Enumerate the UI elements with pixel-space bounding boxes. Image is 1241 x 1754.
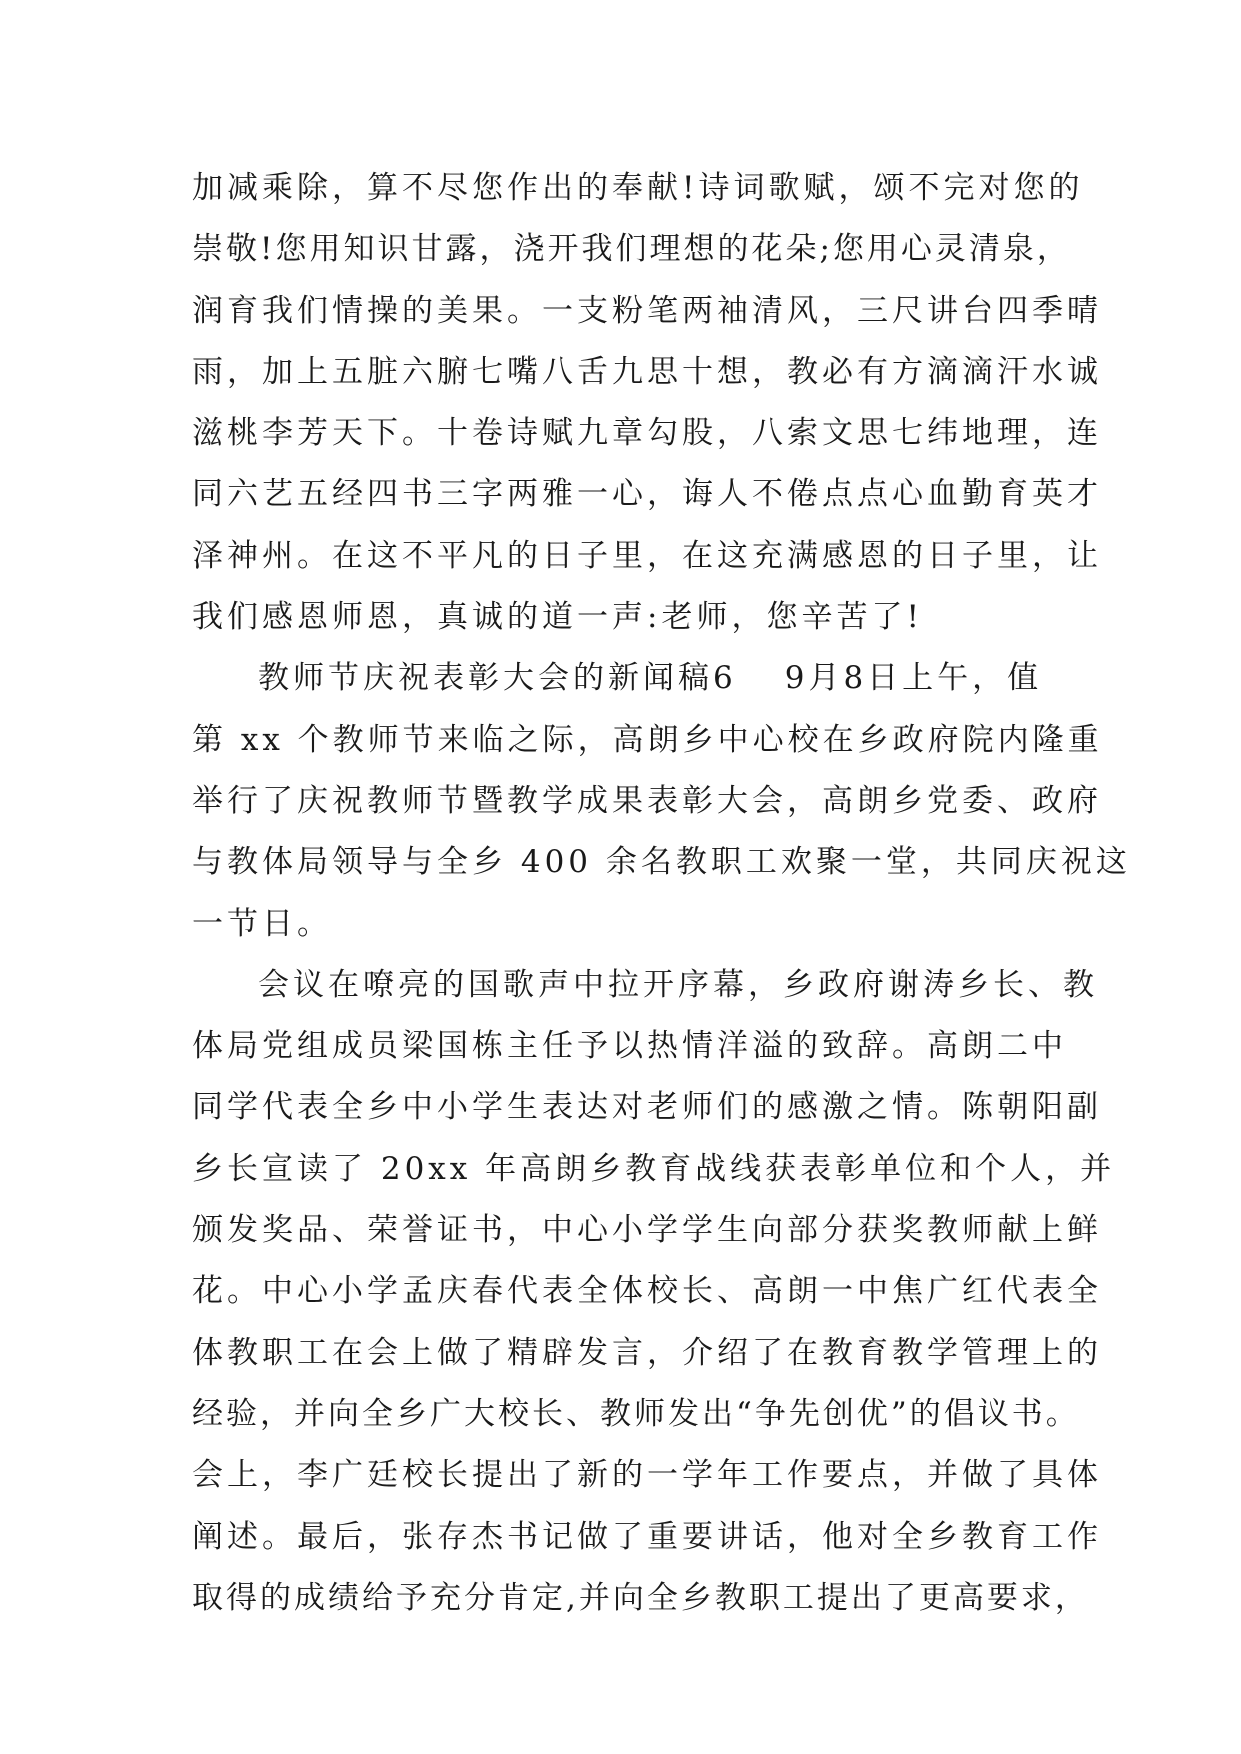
article-title: 教师节庆祝表彰大会的新闻稿6 — [258, 660, 737, 697]
text-line: 阐述。最后，张存杰书记做了重要讲话，他对全乡教育工作 — [192, 1518, 1102, 1555]
text-line: 体教职工在会上做了精辟发言，介绍了在教育教学管理上的 — [192, 1334, 1102, 1371]
text-line: 滋桃李芳天下。十卷诗赋九章勾股，八索文思七纬地理，连 — [192, 415, 1102, 452]
article-dateline: 9月8日上午，值 — [784, 660, 1043, 697]
text-line: 经验，并向全乡广大校长、教师发出“争先创优”的倡议书。 — [192, 1395, 1080, 1432]
text-line: 乡长宣读了 20xx 年高朗乡教育战线获表彰单位和个人，并 — [192, 1150, 1116, 1187]
text-line: 会上，李广廷校长提出了新的一学年工作要点，并做了具体 — [192, 1457, 1102, 1494]
text-line: 第 xx 个教师节来临之际，高朗乡中心校在乡政府院内隆重 — [192, 721, 1103, 758]
article-heading-line — [192, 648, 1052, 709]
text-line: 泽神州。在这不平凡的日子里，在这充满感恩的日子里，让 — [192, 537, 1102, 574]
text-line: 举行了庆祝教师节暨教学成果表彰大会，高朗乡党委、政府 — [192, 782, 1102, 819]
text-line: 同学代表全乡中小学生表达对老师们的感激之情。陈朝阳副 — [192, 1089, 1102, 1126]
text-line: 体局党组成员梁国栋主任予以热情洋溢的致辞。高朗二中 — [192, 1028, 1067, 1065]
text-line: 崇敬!您用知识甘露，浇开我们理想的花朵;您用心灵清泉， — [192, 231, 1071, 268]
text-line: 与教体局领导与全乡 400 余名教职工欢聚一堂，共同庆祝这 — [192, 844, 1131, 881]
text-line: 我们感恩师恩，真诚的道一声:老师，您辛苦了! — [192, 599, 923, 636]
text-line: 一节日。 — [192, 905, 332, 942]
text-line: 加减乘除，算不尽您作出的奉献!诗词歌赋，颂不完对您的 — [192, 170, 1084, 206]
text-line: 雨，加上五脏六腑七嘴八舌九思十想，教必有方滴滴汗水诚 — [192, 353, 1102, 390]
text-line: 取得的成绩给予充分肯定,并向全乡教职工提出了更高要求， — [192, 1579, 1089, 1616]
paragraph-first-line: 会议在嘹亮的国歌声中拉开序幕，乡政府谢涛乡长、教 — [258, 966, 1098, 1003]
text-line: 润育我们情操的美果。一支粉笔两袖清风，三尺讲台四季晴 — [192, 292, 1102, 329]
text-line: 同六艺五经四书三字两雅一心，诲人不倦点点心血勤育英才 — [192, 476, 1102, 513]
text-line: 花。中心小学孟庆春代表全体校长、高朗一中焦广红代表全 — [192, 1273, 1102, 1310]
body-text — [192, 158, 1131, 1629]
text-line: 颁发奖品、荣誉证书，中心小学学生向部分获奖教师献上鲜 — [192, 1212, 1102, 1249]
